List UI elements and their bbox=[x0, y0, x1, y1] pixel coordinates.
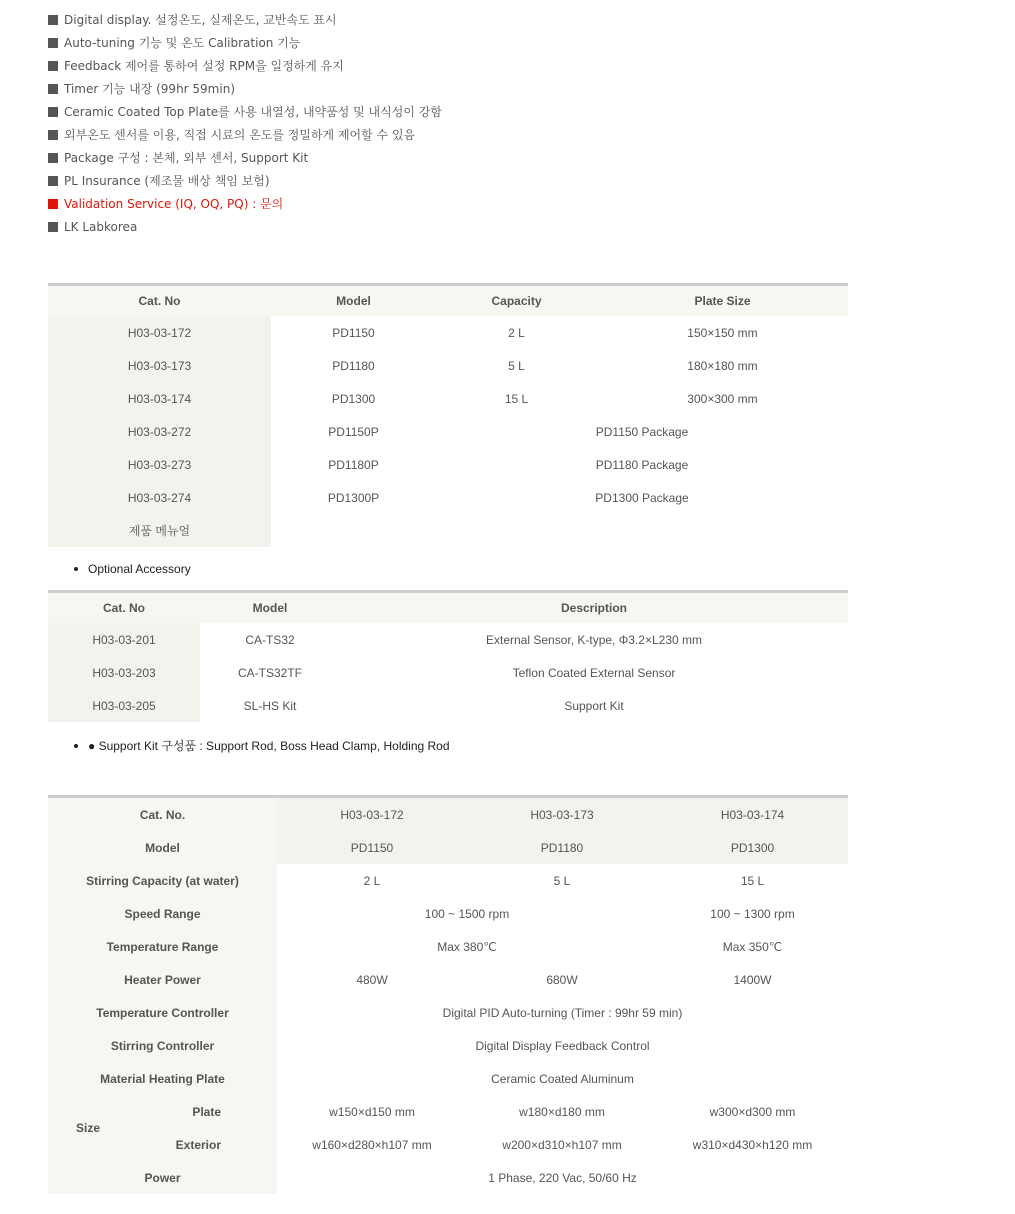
cat-no-cell: H03-03-203 bbox=[48, 656, 200, 689]
row-label: Speed Range bbox=[48, 897, 277, 930]
row-label: Cat. No. bbox=[48, 797, 277, 832]
support-kit-note bbox=[74, 737, 450, 754]
column-header: Description bbox=[340, 592, 848, 624]
capacity-cell: 2 L bbox=[508, 325, 525, 340]
spec-cell: H03-03-174 bbox=[657, 797, 848, 832]
spec-cell: 480W bbox=[356, 972, 388, 987]
support-kit-text: ● Support Kit 구성품 : Support Rod, Boss Head Clamp, Holding Rod bbox=[88, 739, 450, 753]
column-header: Cat. No bbox=[48, 285, 271, 317]
model-cell: PD1180 bbox=[332, 358, 375, 373]
plate-size-cell: 150×150 mm bbox=[687, 325, 758, 340]
optional-accessory-title bbox=[74, 562, 191, 576]
feature-item bbox=[48, 148, 442, 171]
spec-cell: w200×d310×h107 mm bbox=[502, 1137, 622, 1152]
table-row bbox=[48, 316, 848, 349]
feature-text: Timer 기능 내장 (99hr 59min) bbox=[64, 82, 235, 96]
cat-no-cell: H03-03-172 bbox=[48, 316, 271, 349]
spec-cell: PD1180 bbox=[467, 831, 657, 864]
feature-item bbox=[48, 125, 442, 148]
spec-row-power bbox=[48, 1161, 848, 1194]
row-sublabel: Exterior bbox=[148, 1128, 277, 1161]
row-label: Stirring Controller bbox=[48, 1029, 277, 1062]
feature-text[interactable]: Validation Service (IQ, OQ, PQ) : 문의 bbox=[64, 197, 284, 211]
plate-size-cell: 300×300 mm bbox=[687, 391, 758, 406]
table-row bbox=[48, 415, 848, 448]
spec-cell: 15 L bbox=[740, 873, 765, 888]
table-header-row bbox=[48, 285, 848, 317]
spec-row-size-plate bbox=[48, 1095, 848, 1128]
model-cell: PD1300 bbox=[331, 391, 376, 406]
square-bullet-icon bbox=[48, 222, 58, 232]
spec-cell: 680W bbox=[546, 972, 578, 987]
column-header: Model bbox=[200, 592, 340, 624]
package-cell: PD1180 Package bbox=[595, 457, 689, 472]
cat-no-cell: H03-03-205 bbox=[48, 689, 200, 722]
spec-cell: Max 350℃ bbox=[722, 939, 783, 954]
row-label: Temperature Controller bbox=[48, 996, 277, 1029]
spec-cell: Digital PID Auto-turning (Timer : 99hr 59 min) bbox=[442, 1005, 683, 1020]
cat-no-cell: H03-03-273 bbox=[48, 448, 271, 481]
bullet-icon bbox=[74, 567, 78, 571]
optional-accessory-label: Optional Accessory bbox=[88, 562, 191, 576]
accessory-table bbox=[48, 590, 848, 722]
spec-cell: PD1150 bbox=[277, 831, 467, 864]
package-cell: PD1300 Package bbox=[595, 490, 689, 505]
spec-cell: H03-03-173 bbox=[467, 797, 657, 832]
column-header: Plate Size bbox=[597, 285, 848, 317]
square-bullet-icon bbox=[48, 199, 58, 209]
feature-text: 외부온도 센서를 이용, 직접 시료의 온도를 정밀하게 제어할 수 있음 bbox=[64, 128, 416, 142]
model-cell: PD1180P bbox=[328, 457, 379, 472]
model-cell: CA-TS32TF bbox=[237, 665, 302, 680]
feature-item bbox=[48, 56, 442, 79]
description-cell: External Sensor, K-type, Φ3.2×L230 mm bbox=[485, 632, 703, 647]
row-label: Stirring Capacity (at water) bbox=[48, 864, 277, 897]
spec-cell: 2 L bbox=[363, 873, 381, 888]
table-row bbox=[48, 623, 848, 656]
feature-list bbox=[48, 10, 442, 240]
cat-no-cell: H03-03-173 bbox=[48, 349, 271, 382]
row-label: Material Heating Plate bbox=[48, 1062, 277, 1095]
feature-item-validation[interactable] bbox=[48, 194, 442, 217]
model-cell: PD1150P bbox=[328, 424, 379, 439]
feature-text: Package 구성 : 본체, 외부 센서, Support Kit bbox=[64, 151, 309, 165]
spec-row-temperature-controller bbox=[48, 996, 848, 1029]
model-cell: SL-HS Kit bbox=[243, 698, 297, 713]
spec-cell: 1400W bbox=[733, 972, 772, 987]
spec-row-heater-power bbox=[48, 963, 848, 996]
table-row bbox=[48, 481, 848, 514]
spec-row-speed bbox=[48, 897, 848, 930]
spec-cell: 100 ~ 1300 rpm bbox=[710, 906, 795, 921]
square-bullet-icon bbox=[48, 38, 58, 48]
feature-text: LK Labkorea bbox=[64, 220, 138, 234]
spec-row-size-exterior bbox=[48, 1128, 848, 1161]
feature-text: Auto-tuning 기능 및 온도 Calibration 기능 bbox=[64, 36, 301, 50]
row-label: Model bbox=[48, 831, 277, 864]
table-row bbox=[48, 349, 848, 382]
spec-cell: 100 ~ 1500 rpm bbox=[424, 906, 510, 921]
plate-size-cell: 180×180 mm bbox=[687, 358, 758, 373]
feature-text: Digital display. 설정온도, 실제온도, 교반속도 표시 bbox=[64, 13, 337, 27]
spec-cell: w310×d430×h120 mm bbox=[692, 1137, 813, 1152]
table-row bbox=[48, 448, 848, 481]
square-bullet-icon bbox=[48, 107, 58, 117]
spec-cell: Digital Display Feedback Control bbox=[475, 1038, 650, 1053]
description-cell: Teflon Coated External Sensor bbox=[512, 665, 676, 680]
spec-cell: w180×d180 mm bbox=[519, 1104, 605, 1119]
cat-no-cell: H03-03-174 bbox=[48, 382, 271, 415]
capacity-cell: 15 L bbox=[504, 391, 529, 406]
manual-link[interactable]: 제품 메뉴얼 bbox=[48, 514, 271, 547]
model-cell: CA-TS32 bbox=[245, 632, 295, 647]
feature-item bbox=[48, 171, 442, 194]
feature-text: Feedback 제어를 통하여 설정 RPM을 일정하게 유지 bbox=[64, 59, 344, 73]
square-bullet-icon bbox=[48, 15, 58, 25]
cat-no-cell: H03-03-274 bbox=[48, 481, 271, 514]
package-cell: PD1150 Package bbox=[595, 424, 689, 439]
spec-table bbox=[48, 795, 848, 1194]
square-bullet-icon bbox=[48, 84, 58, 94]
cat-no-cell: H03-03-201 bbox=[48, 623, 200, 656]
capacity-cell: 5 L bbox=[508, 358, 525, 373]
spec-cell: 5 L bbox=[553, 873, 571, 888]
feature-text: Ceramic Coated Top Plate를 사용 내열성, 내약품성 및 내식성이 강함 bbox=[64, 105, 442, 119]
spec-row-cat bbox=[48, 797, 848, 832]
row-label: Temperature Range bbox=[48, 930, 277, 963]
spec-cell: H03-03-172 bbox=[277, 797, 467, 832]
column-header: Model bbox=[271, 285, 436, 317]
spec-row-model bbox=[48, 831, 848, 864]
description-cell: Support Kit bbox=[564, 698, 624, 713]
feature-item bbox=[48, 33, 442, 56]
table-row bbox=[48, 514, 848, 547]
cat-no-cell: H03-03-272 bbox=[48, 415, 271, 448]
row-label-size: Size bbox=[48, 1095, 148, 1161]
empty-cell bbox=[271, 514, 848, 547]
spec-cell: PD1300 bbox=[657, 831, 848, 864]
model-cell: PD1300P bbox=[327, 490, 380, 505]
square-bullet-icon bbox=[48, 153, 58, 163]
table-row bbox=[48, 656, 848, 689]
column-header: Cat. No bbox=[48, 592, 200, 624]
feature-item bbox=[48, 102, 442, 125]
model-cell: PD1150 bbox=[332, 325, 375, 340]
spec-cell: Ceramic Coated Aluminum bbox=[491, 1071, 634, 1086]
feature-item bbox=[48, 10, 442, 33]
spec-row-stirring-controller bbox=[48, 1029, 848, 1062]
row-label: Heater Power bbox=[48, 963, 277, 996]
bullet-icon bbox=[74, 744, 78, 748]
feature-item bbox=[48, 79, 442, 102]
square-bullet-icon bbox=[48, 130, 58, 140]
square-bullet-icon bbox=[48, 61, 58, 71]
row-label: Power bbox=[48, 1161, 277, 1194]
product-table bbox=[48, 283, 848, 547]
spec-cell: w150×d150 mm bbox=[329, 1104, 415, 1119]
square-bullet-icon bbox=[48, 176, 58, 186]
spec-cell: w160×d280×h107 mm bbox=[312, 1137, 432, 1152]
table-row bbox=[48, 382, 848, 415]
spec-row-material bbox=[48, 1062, 848, 1095]
spec-cell: 1 Phase, 220 Vac, 50/60 Hz bbox=[488, 1170, 637, 1185]
feature-text: PL Insurance (제조물 배상 책임 보험) bbox=[64, 174, 270, 188]
feature-item bbox=[48, 217, 442, 240]
spec-cell: Max 380℃ bbox=[437, 939, 497, 954]
table-row bbox=[48, 689, 848, 722]
spec-cell: w300×d300 mm bbox=[709, 1104, 796, 1119]
column-header: Capacity bbox=[436, 285, 597, 317]
row-sublabel: Plate bbox=[148, 1095, 277, 1128]
table-header-row bbox=[48, 592, 848, 624]
spec-row-temperature-range bbox=[48, 930, 848, 963]
spec-row-stirring-capacity bbox=[48, 864, 848, 897]
